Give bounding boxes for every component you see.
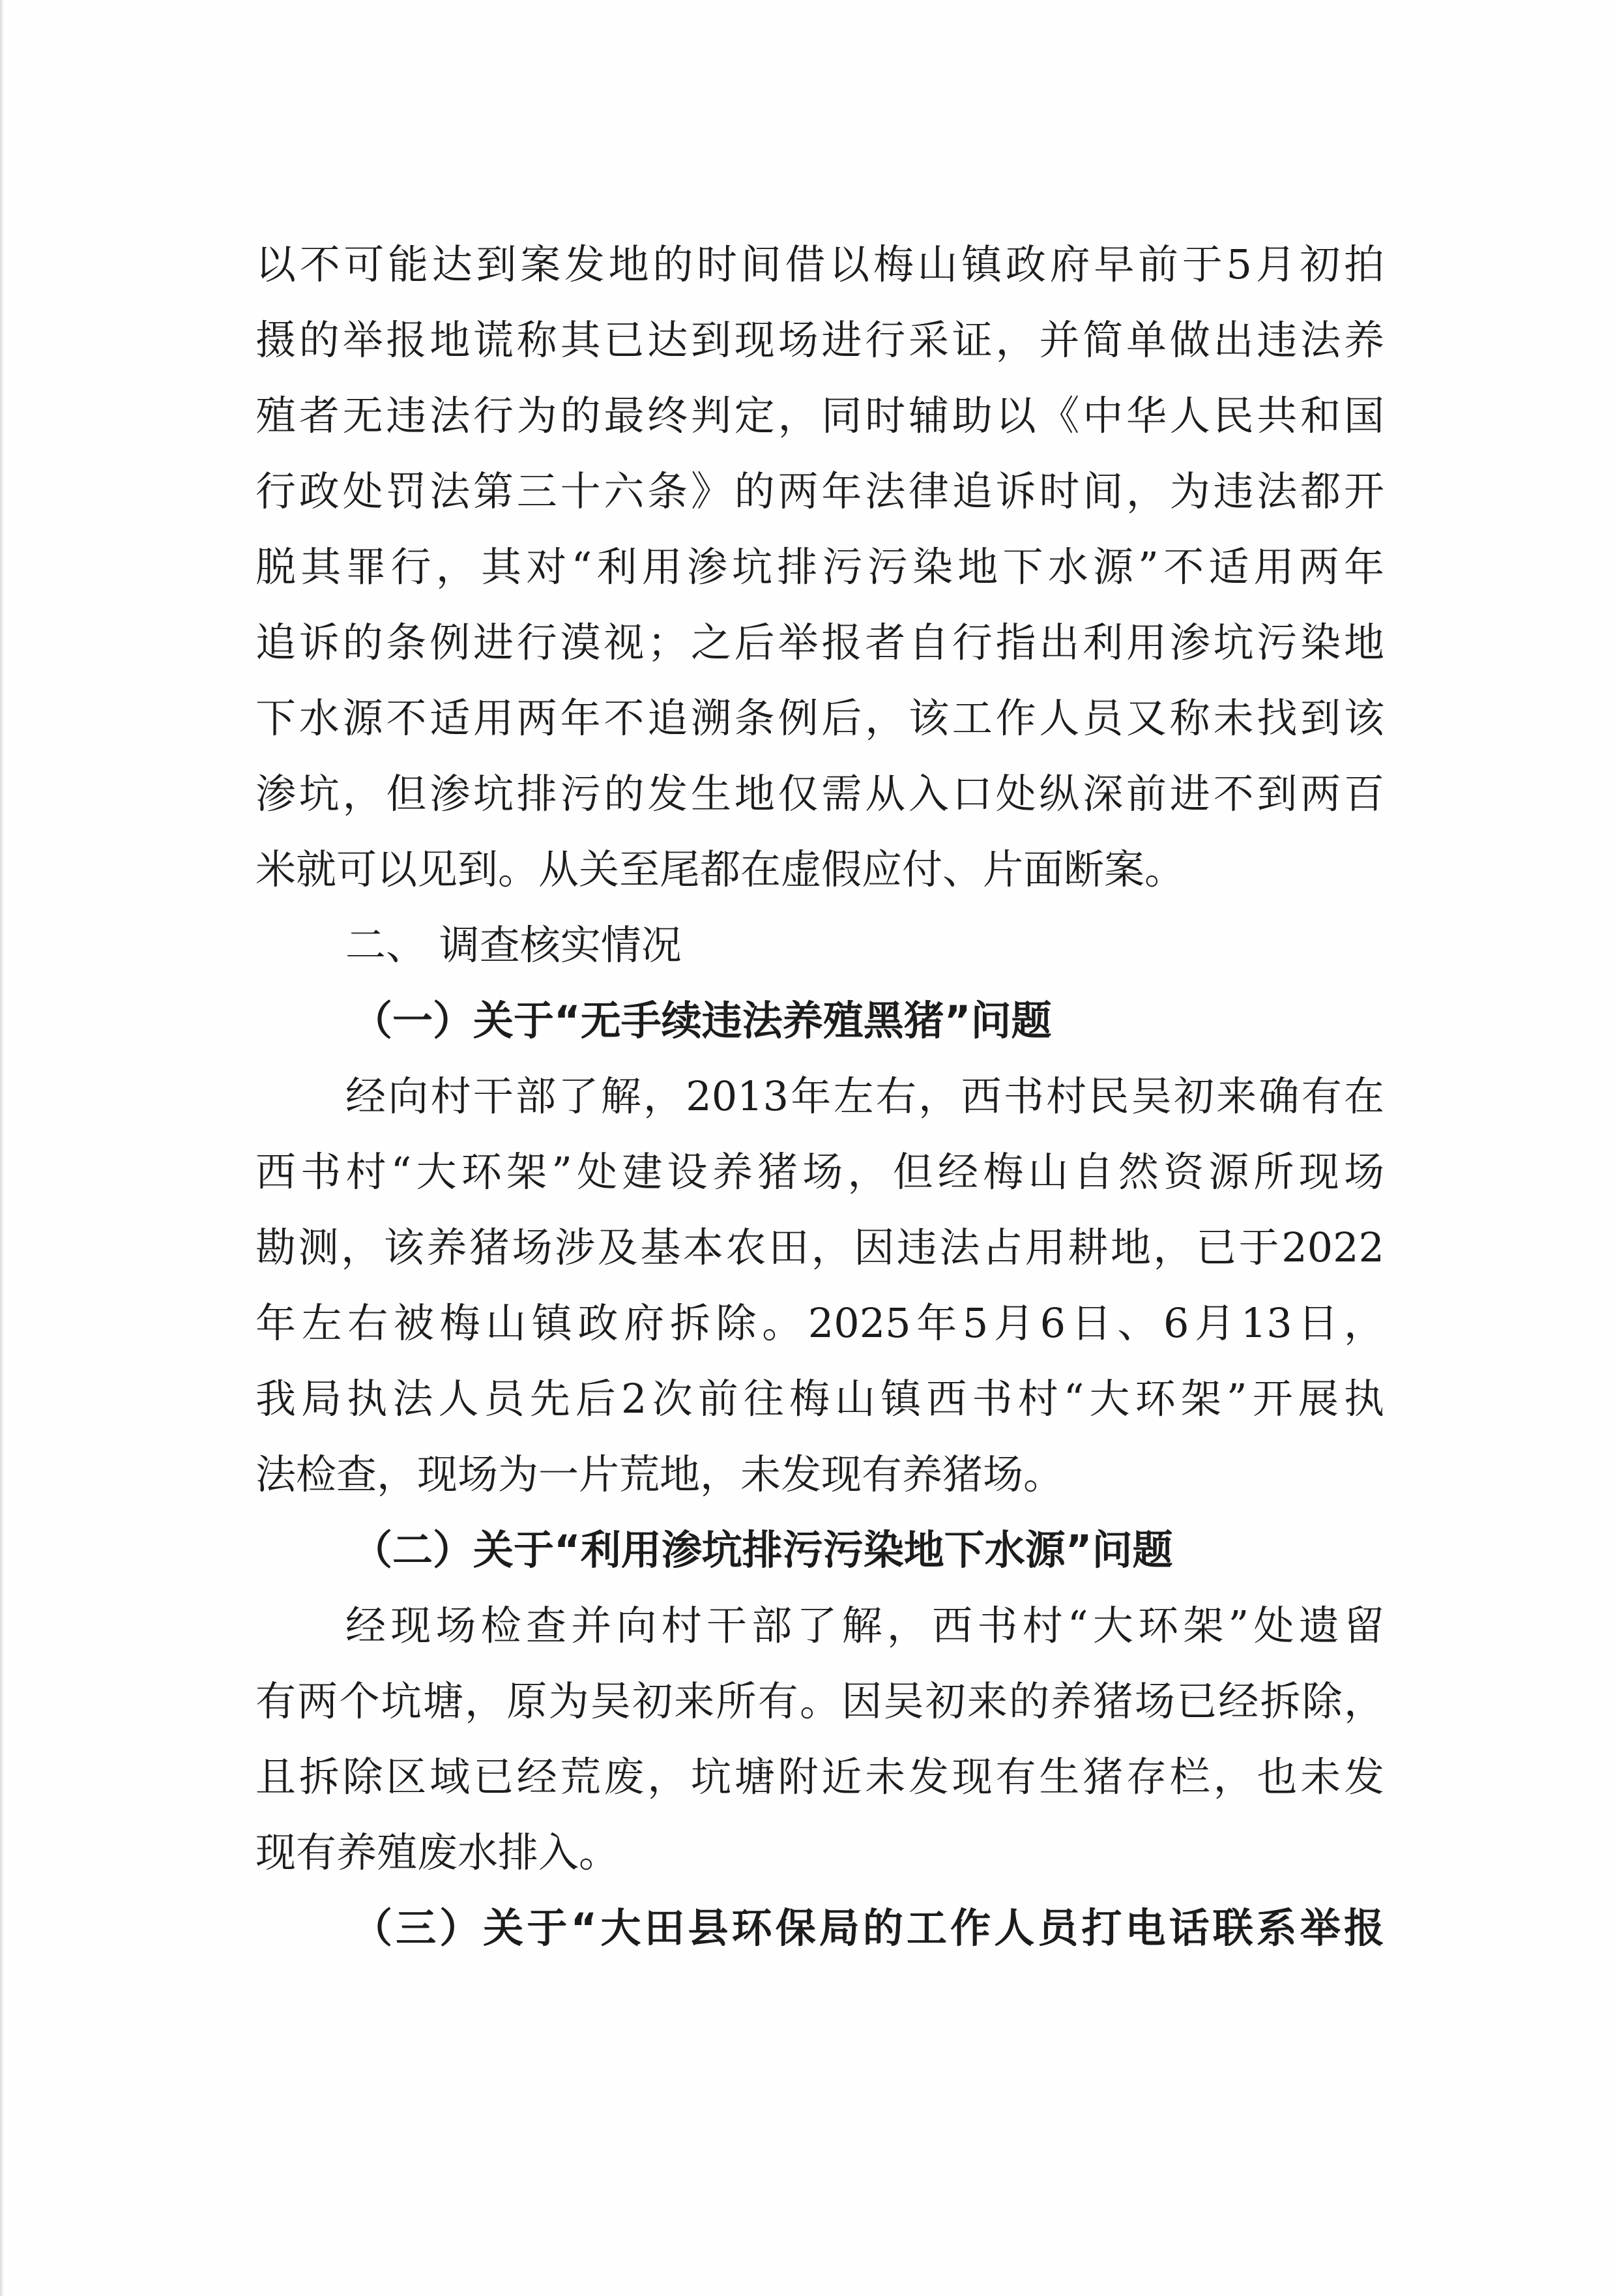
subsection-heading: （三）关于“大田县环保局的工作人员打电话联系举报 — [352, 1904, 1384, 1952]
paragraph-line: 年左右被梅山镇政府拆除。2025年5月6日、6月13日， — [255, 1299, 1384, 1347]
paragraph-line: 西书村“大环架”处建设养猪场，但经梅山自然资源所现场 — [255, 1148, 1384, 1196]
paragraph-line: 摄的举报地谎称其已达到现场进行采证，并简单做出违法养 — [255, 316, 1384, 364]
paragraph-line: 米就可以见到。从关至尾都在虚假应付、片面断案。 — [255, 846, 1186, 893]
scan-shadow — [0, 0, 4, 2296]
paragraph-line: 经向村干部了解，2013年左右，西书村民吴初来确有在 — [345, 1072, 1384, 1120]
paragraph-line: 渗坑，但渗坑排污的发生地仅需从入口处纵深前进不到两百 — [255, 770, 1384, 817]
paragraph-line: 殖者无违法行为的最终判定，同时辅助以《中华人民共和国 — [255, 392, 1384, 439]
paragraph-line: 且拆除区域已经荒废，坑塘附近未发现有生猪存栏，也未发 — [255, 1753, 1384, 1801]
paragraph-line: 以不可能达到案发地的时间借以梅山镇政府早前于5月初拍 — [255, 241, 1384, 288]
paragraph-line: 脱其罪行，其对“利用渗坑排污污染地下水源”不适用两年 — [255, 543, 1384, 591]
paragraph-line: 现有养殖废水排入。 — [255, 1829, 620, 1876]
paragraph-line: 下水源不适用两年不追溯条例后，该工作人员又称未找到该 — [255, 694, 1384, 742]
paragraph-line: 追诉的条例进行漠视；之后举报者自行指出利用渗坑污染地 — [255, 619, 1384, 666]
paragraph-line: 法检查，现场为一片荒地，未发现有养猪场。 — [255, 1450, 1064, 1498]
paragraph-line: 勘测，该养猪场涉及基本农田，因违法占用耕地，已于2022 — [255, 1224, 1384, 1271]
subsection-heading: （二）关于“利用渗坑排污污染地下水源”问题 — [352, 1526, 1173, 1574]
paragraph-line: 有两个坑塘，原为吴初来所有。因吴初来的养猪场已经拆除， — [255, 1677, 1384, 1725]
paragraph-line: 经现场检查并向村干部了解，西书村“大环架”处遗留 — [345, 1602, 1384, 1649]
subsection-heading: （一）关于“无手续违法养殖黑猪”问题 — [352, 997, 1052, 1044]
section-heading: 二、 调查核实情况 — [345, 921, 682, 969]
paragraph-line: 行政处罚法第三十六条》的两年法律追诉时间，为违法都开 — [255, 467, 1384, 515]
paragraph-line: 我局执法人员先后2次前往梅山镇西书村“大环架”开展执 — [255, 1375, 1384, 1422]
